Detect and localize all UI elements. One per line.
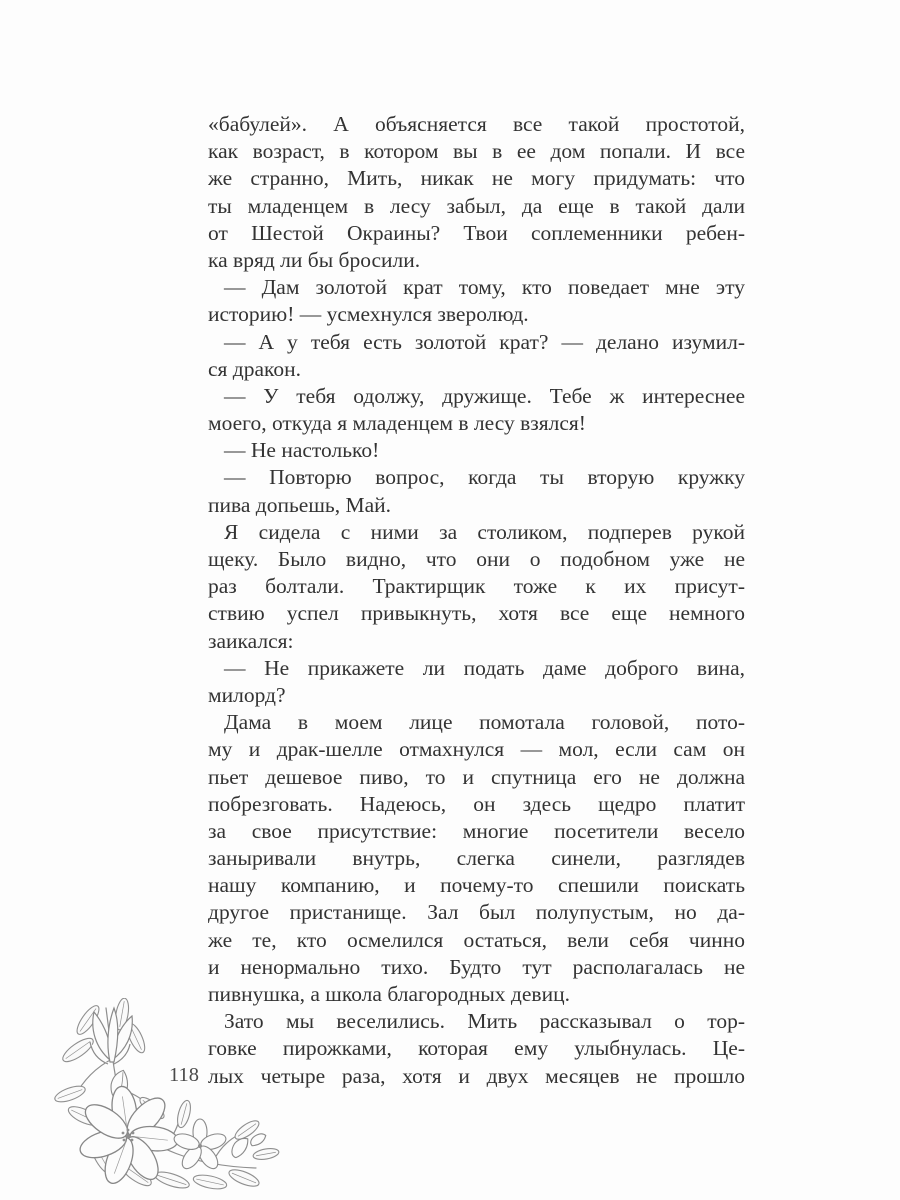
text-line: Дама в моем лице помотала головой, пото- [224,710,745,735]
text-line: за свое присутствие: многие посетители весело [208,818,745,843]
text-line: же те, кто осмелился остаться, вели себя чинно [208,927,745,952]
text-line: — Не прикажете ли подать даме доброго вина, [224,655,745,680]
text-line: пьет дешевое пиво, то и спутница его не должна [208,764,745,789]
text-line: му и драк-шелле отмахнулся — мол, если сам он [208,737,745,762]
text-line: историю! — усмехнулся зверолюд. [208,302,529,327]
text-line: — Дам золотой крат тому, кто поведает мне эту [224,275,745,300]
text-line: ствию успел привыкнуть, хотя все еще немного [208,601,745,626]
text-line: же странно, Мить, никак не могу придумать: что [208,166,745,191]
text-block [208,111,745,1090]
text-line: от Шестой Окраины? Твои соплеменники ребен- [208,220,745,245]
text-line: нашу компанию, и почему-то спешили поискать [208,873,745,898]
text-line: говке пирожками, которая ему улыбнулась. Це- [208,1036,745,1061]
text-line: пива допьешь, Май. [208,492,391,517]
text-line: ся дракон. [208,356,302,381]
text-line: — У тебя одолжу, дружище. Тебе ж интереснее [224,383,745,408]
text-line: моего, откуда я младенцем в лесу взялся! [208,411,586,436]
text-line: — А у тебя есть золотой крат? — делано изумил- [224,329,745,354]
text-line: заикался: [208,628,294,653]
text-line: заныривали внутрь, слегка синели, разглядев [208,846,745,871]
text-line: Зато мы веселились. Мить рассказывал о тор- [224,1009,745,1034]
text-line: ты младенцем в лесу забыл, да еще в такой дали [208,193,745,218]
text-line: побрезговать. Надеюсь, он здесь щедро платит [208,791,745,816]
text-line: другое пристанище. Зал был полупустым, но да- [208,900,745,925]
text-line: щеку. Было видно, что они о подобном уже не [208,547,745,571]
text-line: как возраст, в котором вы в ее дом попали. И все [208,139,745,164]
text-line: лых четыре раза, хотя и двух месяцев не прошло [208,1063,745,1088]
text-line: милорд? [208,682,286,707]
text-line: — Не настолько! [224,438,380,463]
floral-corner-ornament [44,998,280,1198]
text-line: Я сидела с ними за столиком, подперев рукой [224,519,745,544]
text-line: и ненормально тихо. Будто тут располагалась не [208,954,745,979]
page-number: 118 [169,1064,199,1086]
text-line: «бабулей». А объясняется все такой простотой, [208,112,745,136]
ornament-leaves [53,998,280,1191]
text-line: ка вряд ли бы бросили. [208,247,421,272]
text-line: раз болтали. Трактирщик тоже к их присут- [208,574,745,599]
text-line: — Повторю вопрос, когда ты вторую кружку [224,465,745,490]
text-line: пивнушка, а школа благородных девиц. [208,982,570,1006]
